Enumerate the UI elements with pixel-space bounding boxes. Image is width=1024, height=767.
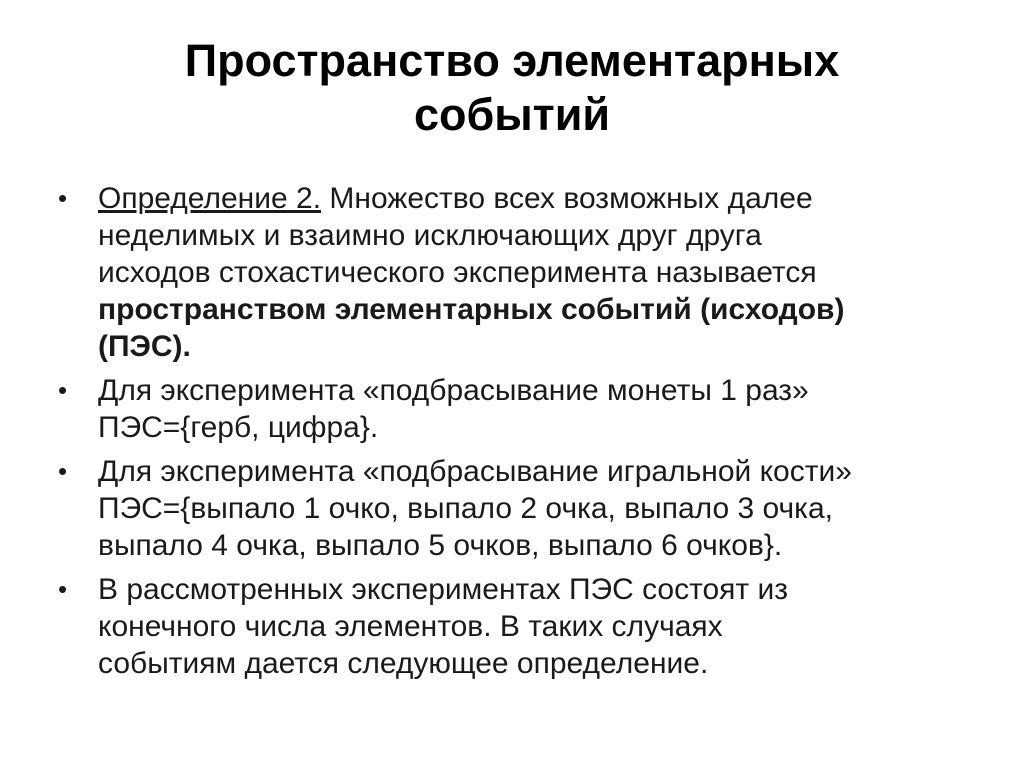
- definition-label: Определение 2.: [98, 182, 322, 215]
- bullet-definition: [56, 180, 976, 365]
- bullet-line: неделимых и взаимно исключающих друг друга: [98, 219, 762, 252]
- bullet-dot-icon: •: [58, 456, 68, 486]
- bullet-line: [98, 180, 976, 217]
- bullet-dot-icon: •: [58, 375, 68, 405]
- title-line-1: Пространство элементарных: [184, 35, 840, 86]
- bullet-line: исходов стохастического эксперимента называется: [98, 256, 817, 289]
- title-line-2: событий: [413, 89, 611, 140]
- bullet-dot-icon: •: [58, 574, 68, 604]
- bullet-coin-example: [56, 372, 976, 446]
- bullet-line: Для эксперимента «подбрасывание игральной кости»: [98, 455, 852, 488]
- bullet-line: ПЭС={герб, цифра}.: [98, 411, 379, 444]
- bullet-line: конечного числа элементов. В таких случаях: [98, 610, 723, 643]
- bullet-dot-icon: •: [58, 183, 68, 213]
- defined-term: пространством элементарных событий (исходов): [98, 293, 845, 326]
- slide-title: [0, 34, 1024, 142]
- bullet-text: Множество всех возможных далее: [321, 182, 813, 215]
- bullet-conclusion: [56, 571, 976, 682]
- bullet-dice-example: [56, 453, 976, 564]
- bullet-line: ПЭС={выпало 1 очко, выпало 2 очка, выпало 3 очка,: [98, 492, 833, 525]
- bullet-line: выпало 4 очка, выпало 5 очков, выпало 6 очков}.: [98, 529, 783, 562]
- bullet-line: В рассмотренных экспериментах ПЭС состоят из: [98, 573, 789, 606]
- bullet-list: [56, 180, 976, 689]
- defined-term-abbreviation: (ПЭС).: [98, 330, 191, 363]
- bullet-line: Для эксперимента «подбрасывание монеты 1 раз»: [98, 374, 809, 407]
- bullet-line: событиям дается следующее определение.: [98, 647, 709, 680]
